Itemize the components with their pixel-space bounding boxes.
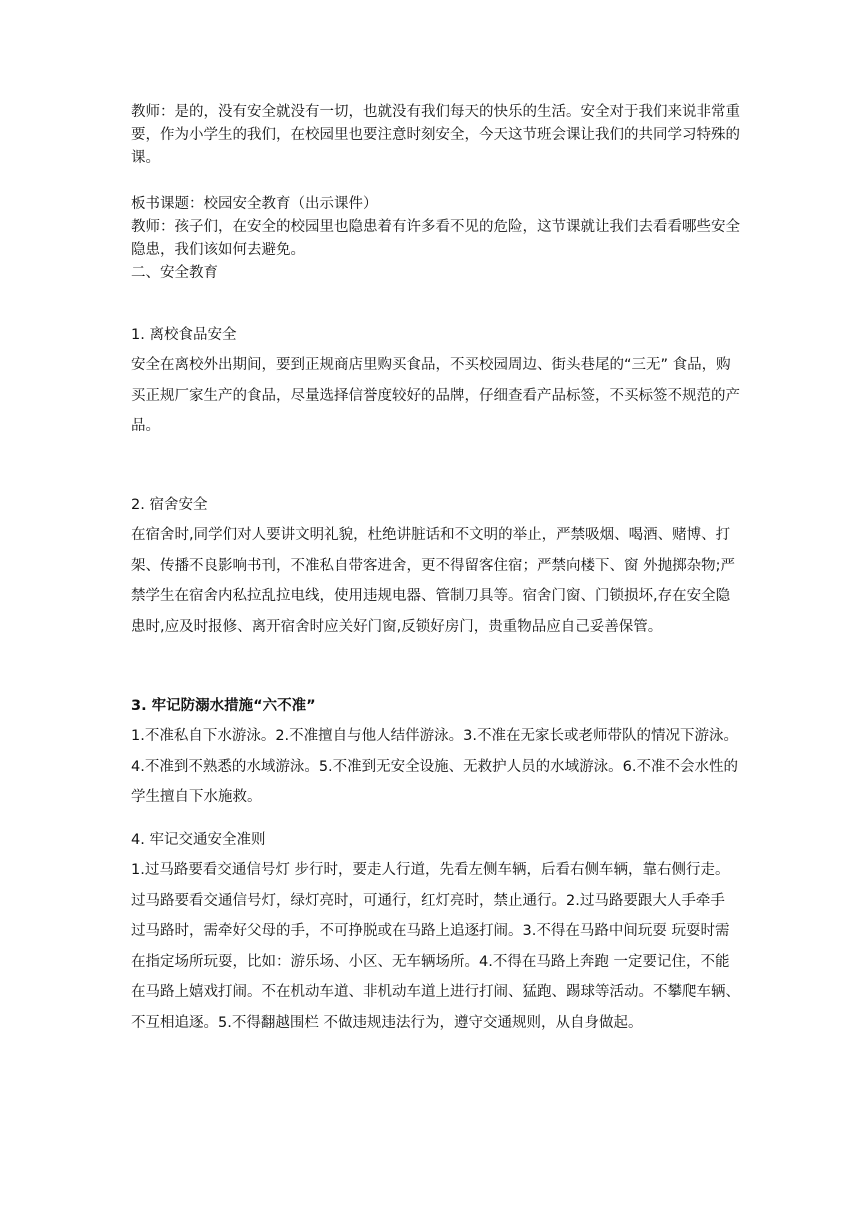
section-body: 在宿舍时,同学们对人要讲文明礼貌，杜绝讲脏话和不文明的举止，严禁吸烟、喝酒、赌博、打架、传播不良影响书刊，不准私自带客进舍，更不得留客住宿；严禁向楼下、窗 外抛掷杂物;严禁学生在宿舍内私拉乱拉电线，使用违规电器、管制刀具等。宿舍门窗、门锁损坏,存在安全隐患时,应及时报修、离开宿舍时应关好门窗,反锁好房门，贵重物品应自己妥善保管。 [131,527,735,635]
section-dormitory-safety [131,492,743,642]
section-body: 1.不准私自下水游泳。2.不准擅自与他人结伴游泳。3.不准在无家长或老师带队的情况下游泳。4.不准到不熟悉的水域游泳。5.不准到无安全设施、无救护人员的水域游泳。6.不准不会水性的学生擅自下水施救。 [131,728,738,805]
section-drowning-prevention [131,693,743,813]
intro-paragraph-board [131,193,743,285]
teacher-remark-2: 教师：孩子们，在安全的校园里也隐患着有许多看不见的危险，这节课就让我们去看看哪些安全隐患，我们该如何去避免。 [131,219,740,258]
teacher-remark-1: 教师：是的，没有安全就没有一切，也就没有我们每天的快乐的生活。安全对于我们来说非常重要，作为小学生的我们，在校园里也要注意时刻安全，今天这节班会课让我们的共同学习特殊的课。 [131,104,740,166]
section-heading: 4. 牢记交通安全准则 [131,832,266,848]
section-food-safety [131,322,743,442]
section-heading-safety-education: 二、安全教育 [131,265,218,281]
board-title: 板书课题：校园安全教育（出示课件） [131,196,378,212]
section-body: 安全在离校外出期间，要到正规商店里购买食品，不买校园周边、街头巷尾的“三无” 食品，购买正规厂家生产的食品，尽量选择信誉度较好的品牌，仔细查看产品标签，不买标签不规范的产品。 [131,357,740,434]
section-traffic-safety [131,827,743,1038]
section-heading: 2. 宿舍安全 [131,497,208,513]
section-heading: 3. 牢记防溺水措施“六不准” [131,698,316,714]
section-body: 1.过马路要看交通信号灯 步行时，要走人行道，先看左侧车辆，后看右侧车辆，靠右侧行走。过马路要看交通信号灯，绿灯亮时，可通行，红灯亮时，禁止通行。2.过马路要跟大人手牵手 过马路时，需牵好父母的手，不可挣脱或在马路上追逐打闹。3.不得在马路中间玩耍 玩耍时需在指定场所玩耍，比如：游乐场、小区、无车辆场所。4.不得在马路上奔跑 一定要记住，不能在马路上嬉戏打闹。不在机动车道、非机动车道上进行打闹、猛跑、踢球等活动。不攀爬车辆、不互相追逐。5.不得翻越围栏 不做违规违法行为，遵守交通规则，从自身做起。 [131,862,740,1031]
section-heading: 1. 离校食品安全 [131,327,237,343]
intro-paragraph-teacher [131,101,743,170]
